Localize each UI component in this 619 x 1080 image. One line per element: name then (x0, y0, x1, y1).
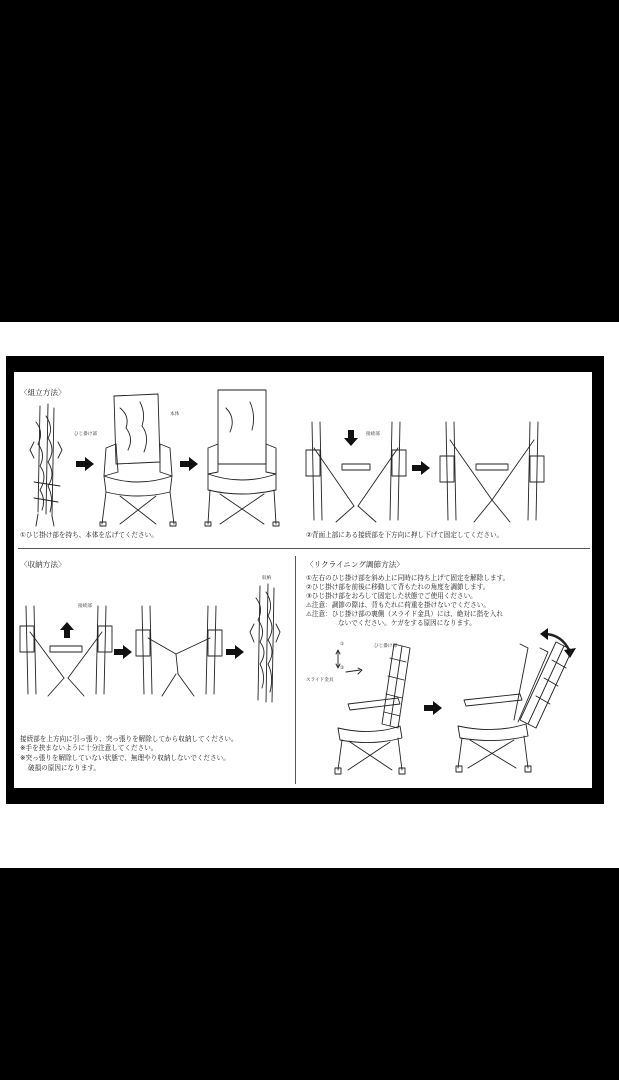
arrow-up-icon (60, 622, 74, 638)
arrow-right-icon (76, 456, 94, 470)
assembly-step2: ②背面上部にある接続部を下方向に押し下げて固定してください。 (306, 531, 504, 539)
joint-pull-up-illustration (20, 604, 112, 696)
reclining-chair-reclined-illustration (456, 638, 580, 776)
reclining-line4: ⚠注意：調節の際は、背もたれに荷重を掛けないでください。 (306, 601, 490, 609)
slide-fitting-label: スライド金具 (306, 678, 334, 683)
reclining-line2: ②ひじ掛け部を前後に移動して背もたれの角度を調節します。 (306, 583, 490, 591)
joint-fixed-illustration (440, 420, 544, 524)
arrow-right-icon (114, 644, 132, 658)
section-divider (18, 548, 590, 549)
armrest-label: ひじ掛け部 (74, 432, 97, 437)
num-1: ① (340, 642, 345, 647)
adjust-arrows-icon (332, 650, 362, 676)
num-2: ② (340, 666, 345, 671)
reclining-title: 〈リクライニング調節方法〉 (306, 560, 404, 569)
joint-label: 接続部 (366, 432, 380, 437)
arrow-right-icon (226, 644, 244, 658)
arrow-down-icon (344, 430, 358, 446)
reclining-armrest-label: ひじ掛け部 (374, 644, 397, 649)
assembly-title: 〈組立方法〉 (20, 388, 66, 397)
opened-chair-illustration (204, 388, 280, 530)
storage-line2: ※手を挟まないように十分注意してください。 (20, 744, 158, 752)
half-opened-chair-illustration (100, 392, 176, 530)
storage-title: 〈収納方法〉 (20, 560, 66, 569)
partly-folded-illustration (136, 604, 222, 696)
reclining-line5: ⚠注意：ひじ掛け部の裏側（スライド金具）には、絶対に指を入れ (306, 610, 503, 618)
stored-chair-illustration (250, 584, 280, 706)
storage-label: 収納 (262, 576, 272, 581)
storage-line3: ※突っ張りを解除していない状態で、無理やり収納しないでください。 (20, 754, 230, 762)
assembly-step1: ①ひじ掛け部を持ち、本体を広げてください。 (20, 531, 158, 539)
arrow-right-icon (180, 456, 198, 470)
folded-chair-illustration (28, 402, 68, 532)
reclining-line1: ①左右のひじ掛け部を斜め上に同時に持ち上げて固定を解除します。 (306, 574, 510, 582)
reclining-line3: ③ひじ掛け部をおろして固定した状態でご使用ください。 (306, 592, 477, 600)
storage-line4: 破損の原因になります。 (28, 764, 101, 772)
body-label: 本体 (170, 412, 180, 417)
arrow-right-icon (424, 700, 442, 714)
storage-line1: 接続部を上方向に引っ張り、突っ張りを解除してから収納してください。 (20, 735, 238, 743)
arrow-right-icon (412, 460, 430, 474)
reclining-line6: ないでください。ケガをする原因になります。 (338, 619, 476, 627)
column-divider (295, 556, 296, 784)
storage-joint-label: 接続部 (78, 604, 92, 609)
